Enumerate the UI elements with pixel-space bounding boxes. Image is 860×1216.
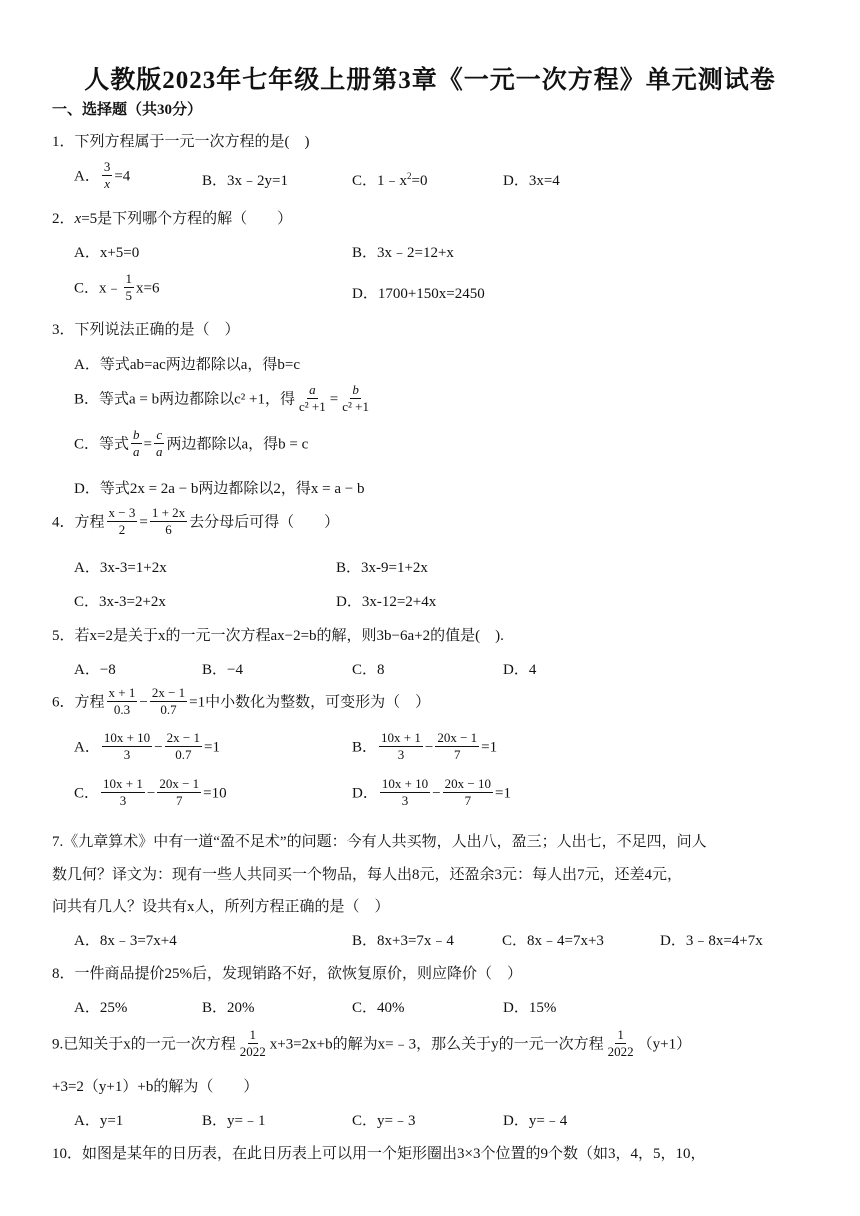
q5-option-b: B．−4: [202, 662, 243, 678]
q7-option-c: C．8x﹣4=7x+3: [502, 933, 604, 949]
q4-option-b: B．3x-9=1+2x: [336, 560, 428, 576]
q6-option-a: A． $\frac{10x + 10}{3}$ − $\frac{2x - 1}{0.7}$ =1: [74, 730, 220, 762]
q3-option-d: D．等式2x = 2a − b两边都除以2，得x = a − b: [74, 481, 365, 497]
question-4: 4．方程 $\frac{x - 3}{2}$ = $\frac{1 + 2x}{6}$ 去分母后可得（ ）: [52, 505, 340, 537]
q9-option-d: D．y=﹣4: [503, 1113, 568, 1129]
q3-option-b: B．等式a = b两边都除以c² +1，得 $\frac{a}{\text{c² +1}}$ = $\frac{b}{\text{c² +1}}$: [74, 382, 369, 414]
q4-option-c: C．3x-3=2+2x: [74, 594, 166, 610]
q2-option-c: C．x﹣ $\frac{1}{5}$ x=6: [74, 271, 160, 303]
page-title: 人教版2023年七年级上册第3章《一元一次方程》单元测试卷: [84, 67, 776, 94]
q2-option-b: B．3x﹣2=12+x: [352, 245, 454, 261]
question-5: 5．若x=2是关于x的一元一次方程ax−2=b的解，则3b−6a+2的值是( ).: [52, 628, 504, 644]
question-8: 8．一件商品提价25%后，发现销路不好，欲恢复原价，则应降价（ ）: [52, 966, 522, 982]
question-9-line-1: 9.已知关于x的一元一次方程 $\frac{1}{2022}$ x+3=2x+b的解为x=﹣3，那么关于y的一元一次方程 $\frac{1}{2022}$ （y+1）: [52, 1027, 692, 1059]
q7-option-a: A．8x﹣3=7x+4: [74, 933, 177, 949]
q6-option-d: D． $\frac{10x + 10}{3}$ − $\frac{20x - 10}{7}$ =1: [352, 776, 511, 808]
q1-option-c: C．$1﹣x^2=0$: [352, 171, 428, 189]
question-1: 1．下列方程属于一元一次方程的是( ): [52, 134, 310, 150]
q8-option-c: C．40%: [352, 1000, 405, 1016]
q8-option-a: A．25%: [74, 1000, 128, 1016]
q3-option-a: A．等式ab=ac两边都除以a，得b=c: [74, 357, 301, 373]
q8-option-b: B．20%: [202, 1000, 255, 1016]
question-3: 3．下列说法正确的是（ ）: [52, 322, 240, 338]
question-10-line-1: 10．如图是某年的日历表，在此日历表上可以用一个矩形圈出3×3个位置的9个数（如3，4，5，10，: [52, 1146, 706, 1162]
q4-option-a: A．3x-3=1+2x: [74, 560, 167, 576]
q1-option-d: D．3x=4: [503, 173, 560, 189]
q6-option-b: B． $\frac{10x + 1}{3}$ − $\frac{20x - 1}{7}$ =1: [352, 730, 498, 762]
question-2: 2．x=5是下列哪个方程的解（ ）: [52, 211, 293, 227]
q1-option-b: B．3x﹣2y=1: [202, 173, 288, 189]
question-6: 6．方程 $\frac{x + 1}{0.3}$ − $\frac{2x - 1}{0.7}$ =1中小数化为整数，可变形为（ ）: [52, 685, 431, 717]
question-7-line-3: 问共有几人？设共有x人，所列方程正确的是（ ）: [52, 899, 390, 915]
q4-option-d: D．3x-12=2+4x: [336, 594, 437, 610]
q9-option-c: C．y=﹣3: [352, 1113, 416, 1129]
q1-option-a: A． $\frac{3}{x}$ =4: [74, 159, 131, 191]
section-heading: 一、选择题（共30分）: [52, 102, 203, 118]
q5-option-c: C．8: [352, 662, 385, 678]
q5-option-d: D．4: [503, 662, 537, 678]
q2-option-d: D．1700+150x=2450: [352, 286, 485, 302]
q2-option-a: A．x+5=0: [74, 245, 140, 261]
q3-option-c: C．等式 $\frac{b}{a}$ = $\frac{c}{a}$ 两边都除以a，得b = c: [74, 427, 309, 459]
q8-option-d: D．15%: [503, 1000, 557, 1016]
q9-option-b: B．y=﹣1: [202, 1113, 266, 1129]
q7-option-d: D．3﹣8x=4+7x: [660, 933, 763, 949]
question-7-line-1: 7.《九章算术》中有一道“盈不足术”的问题：今有人共买物，人出八，盈三；人出七，不足四，问人: [52, 834, 707, 850]
q6-option-c: C． $\frac{10x + 1}{3}$ − $\frac{20x - 1}{7}$ =10: [74, 776, 227, 808]
question-7-line-2: 数几何？译文为：现有一些人共同买一个物品，每人出8元，还盈余3元：每人出7元，还差4元，: [52, 867, 683, 883]
q7-option-b: B．8x+3=7x﹣4: [352, 933, 454, 949]
q5-option-a: A．−8: [74, 662, 116, 678]
question-9-line-2: +3=2（y+1）+b的解为（ ）: [52, 1079, 259, 1095]
q9-option-a: A．y=1: [74, 1113, 124, 1129]
